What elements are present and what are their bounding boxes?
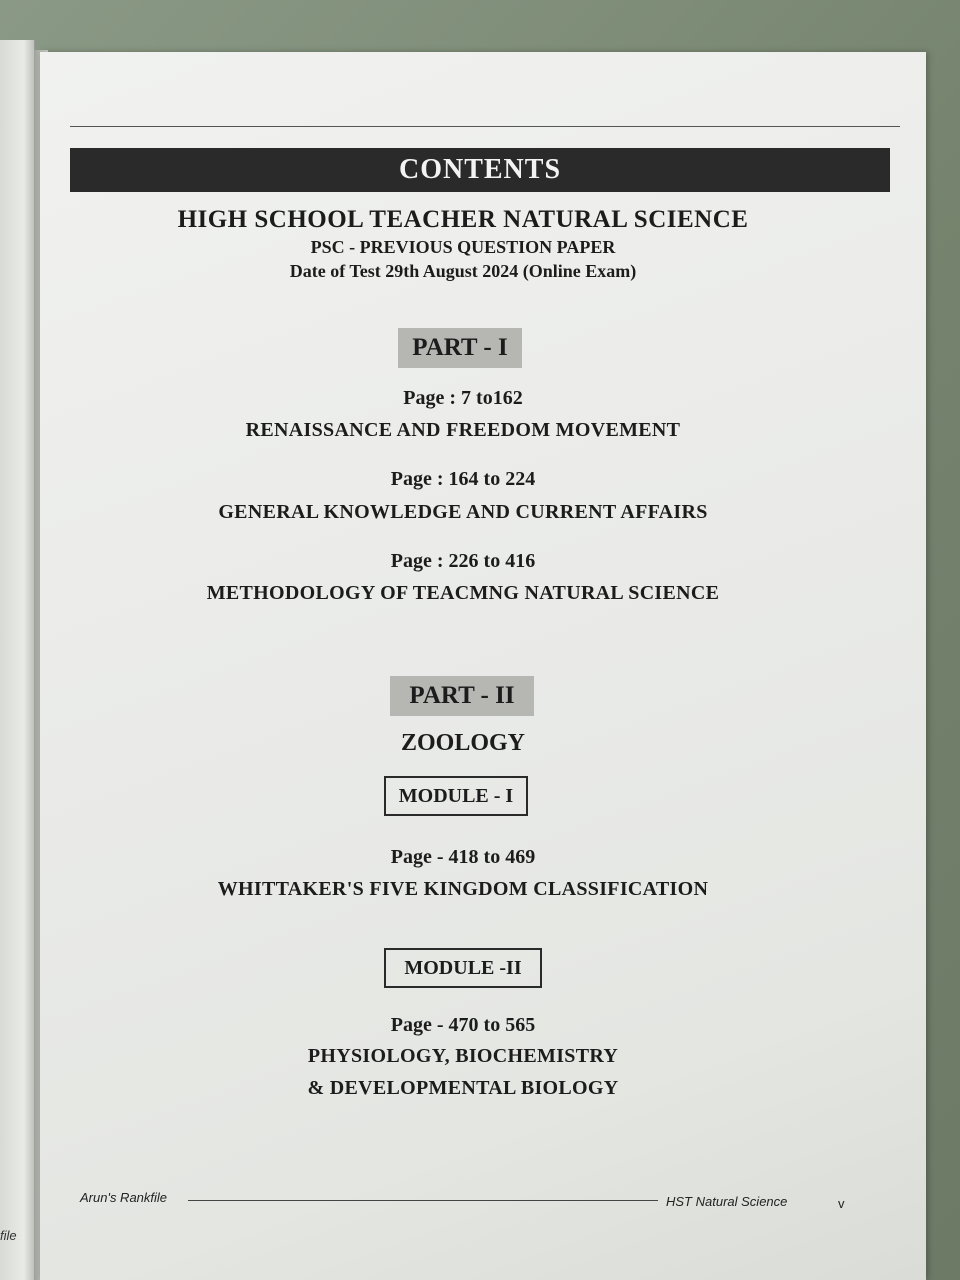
top-rule: [70, 126, 900, 127]
left-facing-page: [0, 40, 35, 1280]
contents-banner: CONTENTS: [70, 148, 890, 192]
footer-publisher: Arun's Rankfile: [80, 1190, 168, 1205]
part1-entry3-page: Page : 226 to 416: [390, 550, 536, 572]
part1-entry3-section: METHODOLOGY OF TEACMNG NATURAL SCIENCE: [206, 582, 720, 604]
footer-book-name: HST Natural Science: [666, 1194, 788, 1209]
part1-entry2-section: GENERAL KNOWLEDGE AND CURRENT AFFAIRS: [218, 501, 708, 523]
footer-page-number: v: [838, 1196, 845, 1211]
module1-page: Page - 418 to 469: [390, 846, 536, 868]
book-subtitle: PSC - PREVIOUS QUESTION PAPER: [310, 237, 616, 257]
part-1-label: PART - I: [398, 328, 522, 368]
module1-section: WHITTAKER'S FIVE KINGDOM CLASSIFICATION: [217, 878, 709, 900]
module-2-label: MODULE -II: [384, 948, 542, 988]
module2-page: Page - 470 to 565: [390, 1014, 536, 1036]
contents-page: [40, 52, 926, 1280]
book-title: HIGH SCHOOL TEACHER NATURAL SCIENCE: [177, 206, 749, 233]
module-1-label: MODULE - I: [384, 776, 528, 816]
left-page-edge-text: file: [0, 1228, 17, 1243]
part1-entry1-section: RENAISSANCE AND FREEDOM MOVEMENT: [245, 419, 681, 441]
test-date: Date of Test 29th August 2024 (Online Exam): [289, 261, 637, 281]
module2-section-line1: PHYSIOLOGY, BIOCHEMISTRY: [307, 1045, 619, 1067]
part-2-label: PART - II: [390, 676, 534, 716]
module2-section-line2: & DEVELOPMENTAL BIOLOGY: [307, 1077, 619, 1099]
part1-entry2-page: Page : 164 to 224: [390, 468, 536, 490]
part1-entry1-page: Page : 7 to162: [403, 387, 523, 409]
footer-rule: [188, 1200, 658, 1201]
part2-subject: ZOOLOGY: [400, 730, 526, 756]
